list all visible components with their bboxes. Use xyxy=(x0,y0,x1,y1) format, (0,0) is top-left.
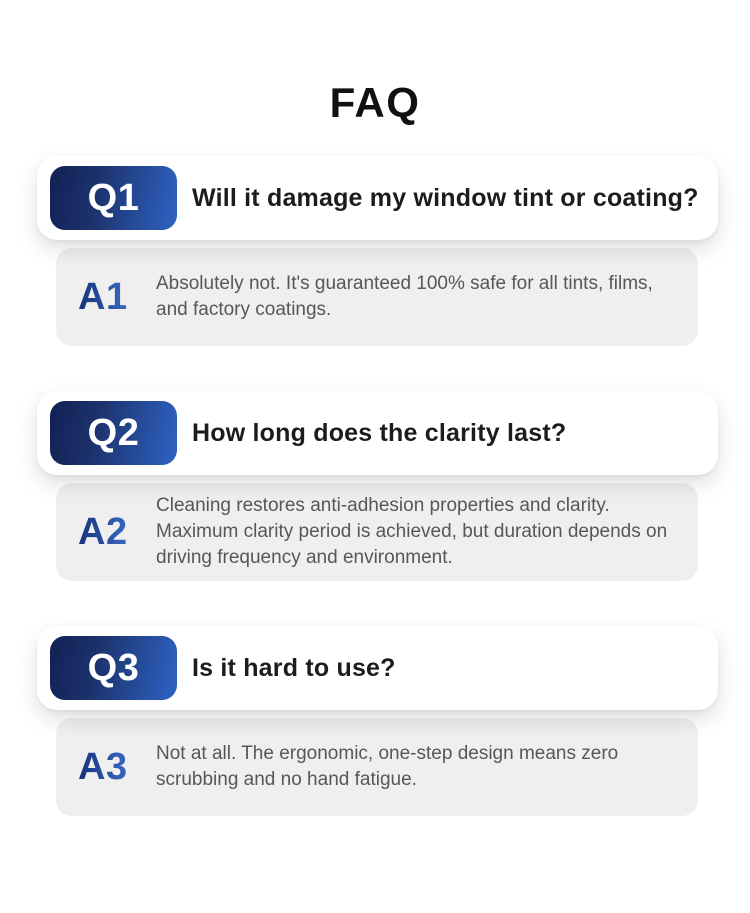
page-title: FAQ xyxy=(329,79,421,126)
question-badge xyxy=(50,401,177,465)
answer-text: Not at all. The ergonomic, one-step design means zero scrubbing and no hand fatigue. xyxy=(156,743,619,790)
answer-box xyxy=(56,718,698,816)
answer-label: A3 xyxy=(78,746,136,789)
question-badge-label: Q2 xyxy=(87,411,140,454)
faq-item xyxy=(37,626,718,816)
answer-label: A1 xyxy=(78,276,136,319)
question-badge-label: Q1 xyxy=(87,176,140,219)
answer-label: A2 xyxy=(78,511,136,554)
question-card xyxy=(37,626,718,710)
faq-item xyxy=(37,391,718,581)
answer-text: Absolutely not. It's guaranteed 100% safe for all tints, films, and factory coatings. xyxy=(156,273,653,320)
question-badge xyxy=(50,166,177,230)
question-badge-label: Q3 xyxy=(87,646,140,689)
answer-box xyxy=(56,248,698,346)
answer-text: Cleaning restores anti-adhesion properties and clarity. Maximum clarity period is achieved, but duration depends on driving frequency and environment. xyxy=(156,495,668,568)
question-badge xyxy=(50,636,177,700)
question-text: Is it hard to use? xyxy=(192,653,396,682)
answer-box xyxy=(56,483,698,581)
faq-item xyxy=(37,156,718,346)
question-card xyxy=(37,156,718,240)
question-card xyxy=(37,391,718,475)
question-text: How long does the clarity last? xyxy=(192,418,567,447)
question-text: Will it damage my window tint or coating? xyxy=(192,183,699,212)
